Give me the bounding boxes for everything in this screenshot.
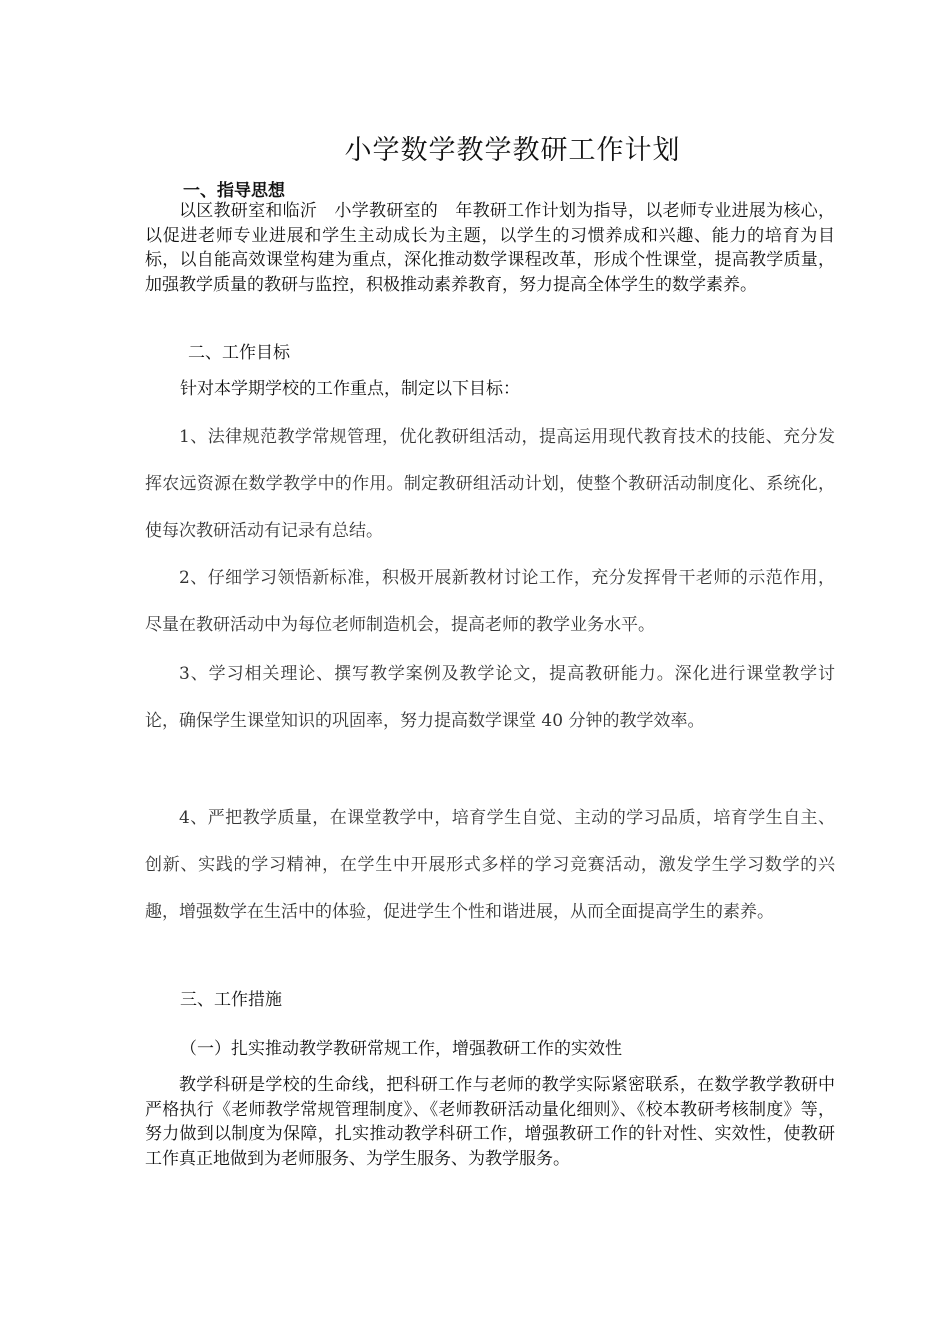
section2-intro: 针对本学期学校的工作重点，制定以下目标： [180,379,520,399]
subsection1-heading: （一）扎实推动教学教研常规工作，增强教研工作的实效性 [180,1039,622,1059]
goal-2: 2、仔细学习领悟新标准，积极开展新教材讨论工作，充分发挥骨干老师的示范作用，尽量在教研活动中为每位老师制造机会，提高老师的教学业务水平。 [145,568,835,635]
goal-1: 1、法律规范教学常规管理，优化教研组活动，提高运用现代教育技术的技能、充分发挥农远资源在数学教学中的作用。制定教研组活动计划，使整个教研活动制度化、系统化，使每次教研活动有记录有总结。 [145,427,835,541]
section2-heading: 二、工作目标 [188,343,290,363]
goal-3: 3、学习相关理论、撰写教学案例及教学论文，提高教研能力。深化进行课堂教学讨论，确保学生课堂知识的巩固率，努力提高数学课堂 40 分钟的教学效率。 [145,664,835,731]
section3-heading: 三、工作措施 [180,990,282,1010]
document-title: 小学数学教学教研工作计划 [344,135,681,166]
section1-heading: 一、指导思想 [183,181,285,201]
section1-body: 以区教研室和临沂 小学教研室的 年教研工作计划为指导，以老师专业进展为核心，以促进老师专业进展和学生主动成长为主题，以学生的习惯养成和兴趣、能力的培育为目标，以自能高效课堂构建为重点，深化推动数学课程改革，形成个性课堂，提高教学质量，加强教学质量的教研与监控，积极推动素养教育，努力提高全体学生的数学素养。 [145,201,835,295]
goal-4: 4、严把教学质量，在课堂教学中，培育学生自觉、主动的学习品质，培育学生自主、创新、实践的学习精神，在学生中开展形式多样的学习竞赛活动，激发学生学习数学的兴趣，增强数学在生活中的体验，促进学生个性和谐进展，从而全面提高学生的素养。 [145,808,835,922]
subsection1-body: 教学科研是学校的生命线，把科研工作与老师的教学实际紧密联系，在数学教学教研中严格执行《老师教学常规管理制度》、《老师教研活动量化细则》、《校本教研考核制度》等，努力做到以制度为保障，扎实推动教学科研工作，增强教研工作的针对性、实效性，使教研工作真正地做到为老师服务、为学生服务、为教学服务。 [145,1075,835,1169]
